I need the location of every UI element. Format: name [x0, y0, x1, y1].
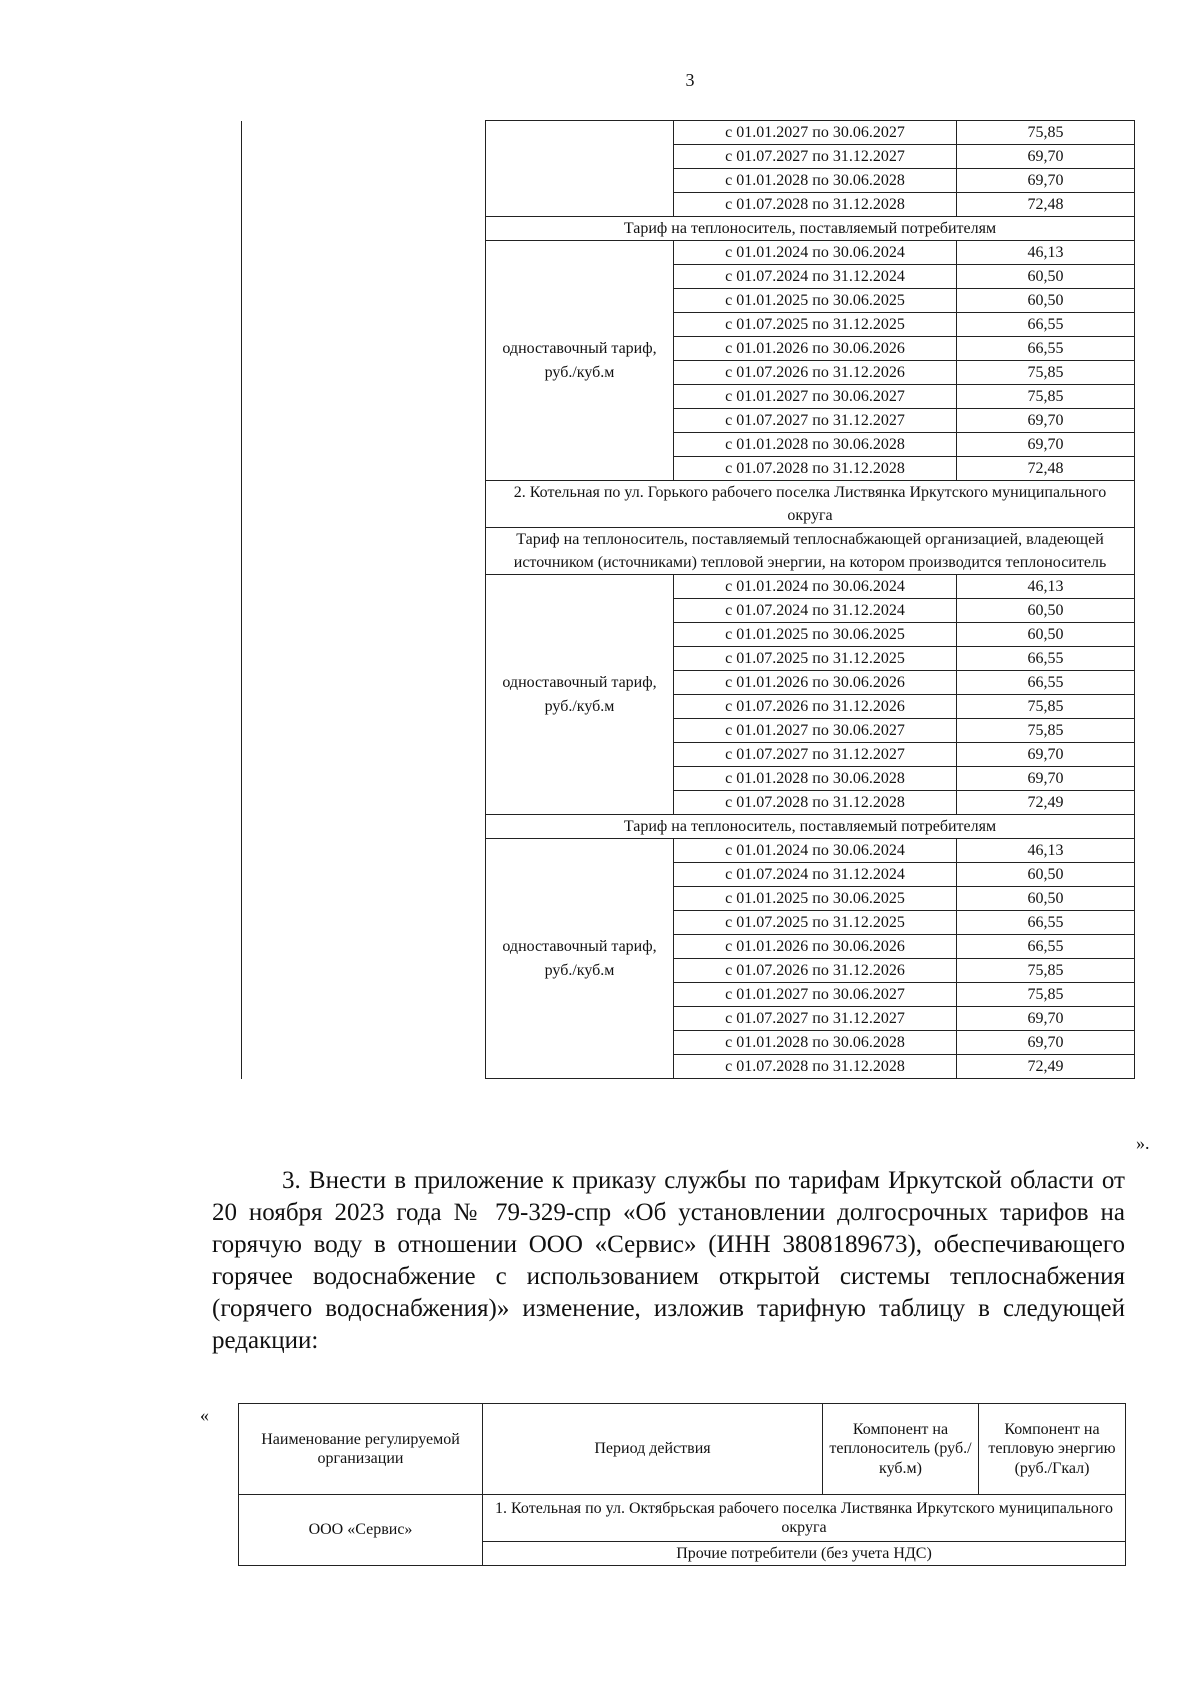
header-coolant: Компонент на теплоноситель (руб./куб.м): [823, 1404, 979, 1495]
value-cell: 46,13: [957, 575, 1135, 599]
consumers-row: Прочие потребители (без учета НДС): [483, 1542, 1126, 1566]
section-b-title: Тариф на теплоноситель, поставляемый теплоснабжающей организацией, владеющей источником (источниками) тепловой энергии, на котором производится теплоноситель: [486, 528, 1135, 575]
value-cell: 69,70: [957, 767, 1135, 791]
hot-water-tariff-table: [238, 1403, 1126, 1566]
value-cell: 75,85: [957, 361, 1135, 385]
period-cell: с 01.01.2025 по 30.06.2025: [674, 887, 957, 911]
period-cell: с 01.01.2025 по 30.06.2025: [674, 623, 957, 647]
period-cell: с 01.01.2028 по 30.06.2028: [674, 767, 957, 791]
value-cell: 75,85: [957, 121, 1135, 145]
value-cell: 75,85: [957, 385, 1135, 409]
period-cell: с 01.07.2026 по 31.12.2026: [674, 959, 957, 983]
period-cell: с 01.07.2027 по 31.12.2027: [674, 743, 957, 767]
period-cell: с 01.01.2026 по 30.06.2026: [674, 935, 957, 959]
period-cell: с 01.07.2024 по 31.12.2024: [674, 599, 957, 623]
period-cell: с 01.07.2024 по 31.12.2024: [674, 863, 957, 887]
period-cell: с 01.01.2027 по 30.06.2027: [674, 719, 957, 743]
value-cell: 69,70: [957, 169, 1135, 193]
period-cell: с 01.01.2026 по 30.06.2026: [674, 337, 957, 361]
header-period: Период действия: [483, 1404, 823, 1495]
tariff-table-continued: [241, 120, 1135, 1079]
rate-label: одноставочный тариф, руб./куб.м: [486, 241, 674, 481]
value-cell: 46,13: [957, 241, 1135, 265]
value-cell: 66,55: [957, 671, 1135, 695]
value-cell: 69,70: [957, 1007, 1135, 1031]
org-name: ООО «Сервис»: [239, 1495, 483, 1566]
period-cell: с 01.07.2025 по 31.12.2025: [674, 647, 957, 671]
section-1-title: 1. Котельная по ул. Октябрьская рабочего поселка Листвянка Иркутского муниципального округа: [483, 1495, 1126, 1542]
period-cell: с 01.07.2025 по 31.12.2025: [674, 911, 957, 935]
value-cell: 75,85: [957, 983, 1135, 1007]
period-cell: с 01.01.2028 по 30.06.2028: [674, 1031, 957, 1055]
value-cell: 46,13: [957, 839, 1135, 863]
value-cell: 60,50: [957, 887, 1135, 911]
value-cell: 66,55: [957, 911, 1135, 935]
period-cell: с 01.07.2024 по 31.12.2024: [674, 265, 957, 289]
org-column: [242, 121, 486, 1079]
period-cell: с 01.07.2028 по 31.12.2028: [674, 193, 957, 217]
period-cell: с 01.01.2024 по 30.06.2024: [674, 839, 957, 863]
closing-quote: ».: [1136, 1133, 1150, 1153]
period-cell: с 01.07.2027 по 31.12.2027: [674, 1007, 957, 1031]
period-cell: с 01.07.2026 по 31.12.2026: [674, 695, 957, 719]
period-cell: с 01.01.2028 по 30.06.2028: [674, 433, 957, 457]
value-cell: 60,50: [957, 289, 1135, 313]
value-cell: 66,55: [957, 337, 1135, 361]
header-thermal: Компонент на тепловую энергию (руб./Гкал): [979, 1404, 1126, 1495]
period-cell: с 01.07.2028 по 31.12.2028: [674, 791, 957, 815]
paragraph-3: 3. Внести в приложение к приказу службы по тарифам Иркутской области от 20 ноября 2023 года № 79-329-спр «Об установлении долгосрочных тарифов на горячую воду в отношении ООО «Сервис» (ИНН 3808189673), обеспечивающего горячее водоснабжение с использованием открытой системы теплоснабжения (горячего водоснабжения)» изменение, изложив тарифную таблицу в следующей редакции:: [212, 1167, 1125, 1354]
period-cell: с 01.01.2025 по 30.06.2025: [674, 289, 957, 313]
period-cell: с 01.07.2027 по 31.12.2027: [674, 145, 957, 169]
value-cell: 60,50: [957, 623, 1135, 647]
period-cell: с 01.01.2028 по 30.06.2028: [674, 169, 957, 193]
value-cell: 69,70: [957, 1031, 1135, 1055]
value-cell: 66,55: [957, 935, 1135, 959]
period-cell: с 01.01.2027 по 30.06.2027: [674, 385, 957, 409]
rate-label: одноставочный тариф, руб./куб.м: [486, 839, 674, 1079]
value-cell: 75,85: [957, 959, 1135, 983]
period-cell: с 01.07.2027 по 31.12.2027: [674, 409, 957, 433]
value-cell: 60,50: [957, 265, 1135, 289]
section-c-title: Тариф на теплоноситель, поставляемый потребителям: [486, 815, 1135, 839]
period-cell: с 01.07.2025 по 31.12.2025: [674, 313, 957, 337]
period-cell: с 01.01.2027 по 30.06.2027: [674, 121, 957, 145]
header-org: Наименование регулируемой организации: [239, 1404, 483, 1495]
period-cell: с 01.07.2026 по 31.12.2026: [674, 361, 957, 385]
value-cell: 69,70: [957, 433, 1135, 457]
page-number: 3: [685, 70, 695, 90]
value-cell: 66,55: [957, 647, 1135, 671]
value-cell: 60,50: [957, 599, 1135, 623]
period-cell: с 01.01.2024 по 30.06.2024: [674, 241, 957, 265]
period-cell: с 01.01.2026 по 30.06.2026: [674, 671, 957, 695]
rate-label: одноставочный тариф, руб./куб.м: [486, 575, 674, 815]
period-cell: с 01.07.2028 по 31.12.2028: [674, 457, 957, 481]
value-cell: 72,49: [957, 1055, 1135, 1079]
table-row: [242, 121, 1135, 145]
section-2-title: 2. Котельная по ул. Горького рабочего поселка Листвянка Иркутского муниципального округа: [486, 481, 1135, 528]
value-cell: 60,50: [957, 863, 1135, 887]
value-cell: 69,70: [957, 743, 1135, 767]
period-cell: с 01.01.2027 по 30.06.2027: [674, 983, 957, 1007]
value-cell: 66,55: [957, 313, 1135, 337]
value-cell: 72,48: [957, 457, 1135, 481]
value-cell: 72,49: [957, 791, 1135, 815]
period-cell: с 01.01.2024 по 30.06.2024: [674, 575, 957, 599]
opening-quote: «: [200, 1405, 209, 1425]
value-cell: 72,48: [957, 193, 1135, 217]
value-cell: 75,85: [957, 719, 1135, 743]
value-cell: 75,85: [957, 695, 1135, 719]
period-cell: с 01.07.2028 по 31.12.2028: [674, 1055, 957, 1079]
rate-label: [486, 121, 674, 217]
section-a-title: Тариф на теплоноситель, поставляемый потребителям: [486, 217, 1135, 241]
value-cell: 69,70: [957, 409, 1135, 433]
value-cell: 69,70: [957, 145, 1135, 169]
